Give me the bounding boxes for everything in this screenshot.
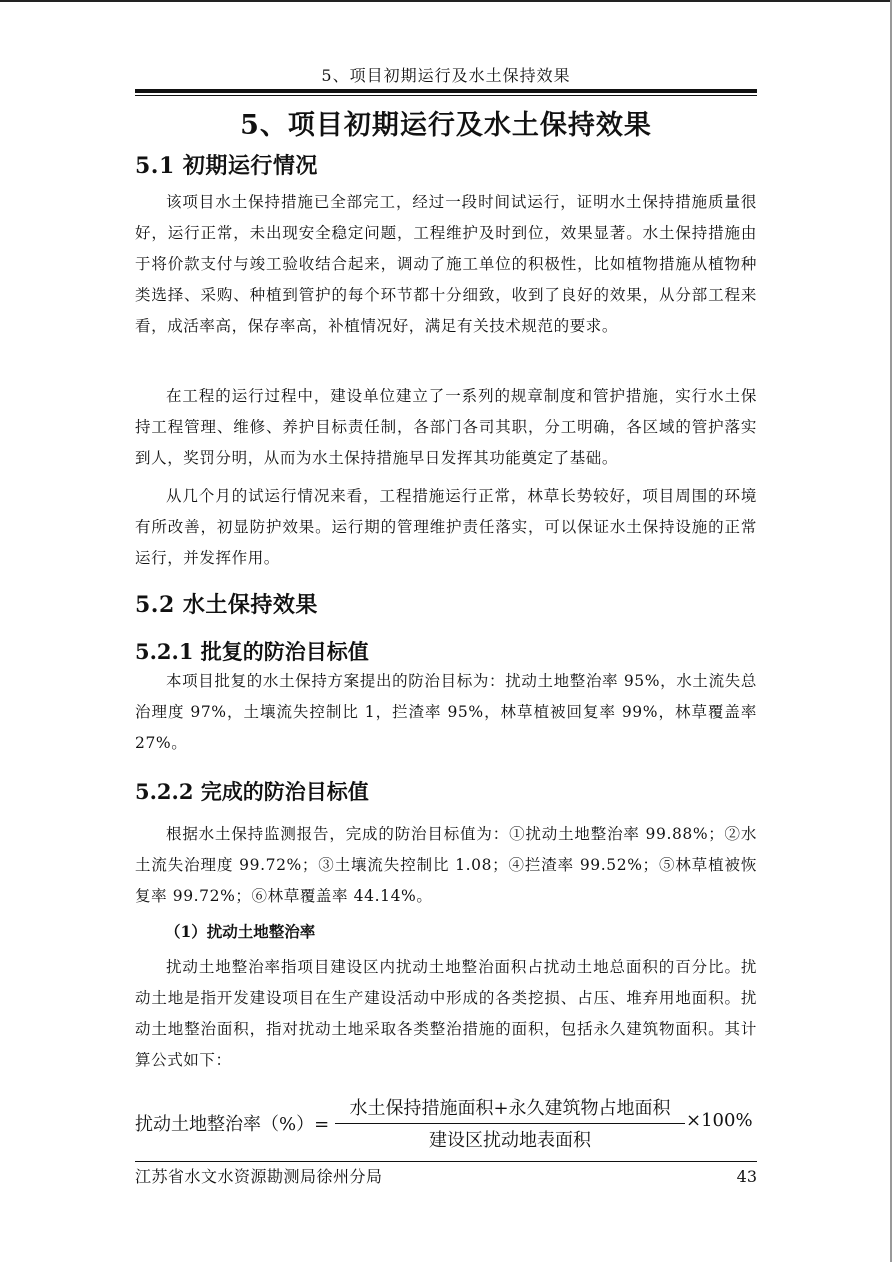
header-rule-thick bbox=[135, 89, 757, 93]
footer-organization: 江苏省水文水资源勘测局徐州分局 bbox=[135, 1167, 383, 1186]
document-page bbox=[135, 0, 757, 1262]
section-5-2-2-paragraph: 根据水土保持监测报告，完成的防治目标值为：①扰动土地整治率 99.88%；②水土流失治理度 99.72%；③土壤流失控制比 1.08；④拦渣率 99.52%；⑤林草植被恢复率 99.72%；⑥林草覆盖率 44.14%。 bbox=[135, 825, 757, 905]
formula-denominator: 建设区扰动地表面积 bbox=[429, 1130, 591, 1151]
chapter-title: 5、项目初期运行及水土保持效果 bbox=[240, 110, 652, 141]
formula-left-side: 扰动土地整治率（%）= bbox=[135, 1114, 330, 1135]
running-header: 5、项目初期运行及水土保持效果 bbox=[321, 66, 571, 85]
header-rule-thin bbox=[135, 95, 757, 96]
formula-multiplier: ×100% bbox=[686, 1110, 753, 1131]
footer-rule bbox=[135, 1161, 757, 1162]
section-5-1-paragraph-3: 从几个月的试运行情况来看，工程措施运行正常，林草长势较好，项目周围的环境有所改善，初显防护效果。运行期的管理维护责任落实，可以保证水土保持设施的正常运行，并发挥作用。 bbox=[135, 487, 757, 567]
section-5-1-paragraph-1: 该项目水土保持措施已全部完工，经过一段时间试运行，证明水土保持措施质量很好，运行正常，未出现安全稳定问题，工程维护及时到位，效果显著。水土保持措施由于将价款支付与竣工验收结合起来，调动了施工单位的积极性，比如植物措施从植物种类选择、采购、种植到管护的每个环节都十分细致，收到了良好的效果，从分部工程来看，成活率高，保存率高，补植情况好，满足有关技术规范的要求。 bbox=[135, 193, 757, 335]
subsection-1-heading: （1）扰动土地整治率 bbox=[165, 922, 316, 941]
page-number: 43 bbox=[736, 1167, 757, 1186]
section-5-2-1-heading: 5.2.1 批复的防治目标值 bbox=[135, 639, 369, 664]
formula bbox=[135, 1094, 757, 1154]
section-5-2-2-heading: 5.2.2 完成的防治目标值 bbox=[135, 779, 369, 804]
section-5-1-paragraph-2: 在工程的运行过程中，建设单位建立了一系列的规章制度和管护措施，实行水土保持工程管理、维修、养护目标责任制，各部门各司其职，分工明确，各区域的管护落实到人，奖罚分明，从而为水土保持措施早日发挥其功能奠定了基础。 bbox=[135, 387, 757, 467]
section-5-2-1-paragraph: 本项目批复的水土保持方案提出的防治目标为：扰动土地整治率 95%，水土流失总治理度 97%，土壤流失控制比 1，拦渣率 95%，林草植被回复率 99%，林草覆盖率 27%。 bbox=[135, 672, 757, 752]
subsection-1-paragraph: 扰动土地整治率指项目建设区内扰动土地整治面积占扰动土地总面积的百分比。扰动土地是指开发建设项目在生产建设活动中形成的各类挖损、占压、堆弃用地面积。扰动土地整治面积，指对扰动土地采取各类整治措施的面积，包括永久建筑物面积。其计算公式如下： bbox=[135, 958, 757, 1069]
section-5-1-heading: 5.1 初期运行情况 bbox=[135, 153, 318, 179]
section-5-2-heading: 5.2 水土保持效果 bbox=[135, 592, 318, 618]
formula-fraction-bar bbox=[335, 1123, 685, 1124]
formula-numerator: 水土保持措施面积+永久建筑物占地面积 bbox=[349, 1098, 671, 1119]
